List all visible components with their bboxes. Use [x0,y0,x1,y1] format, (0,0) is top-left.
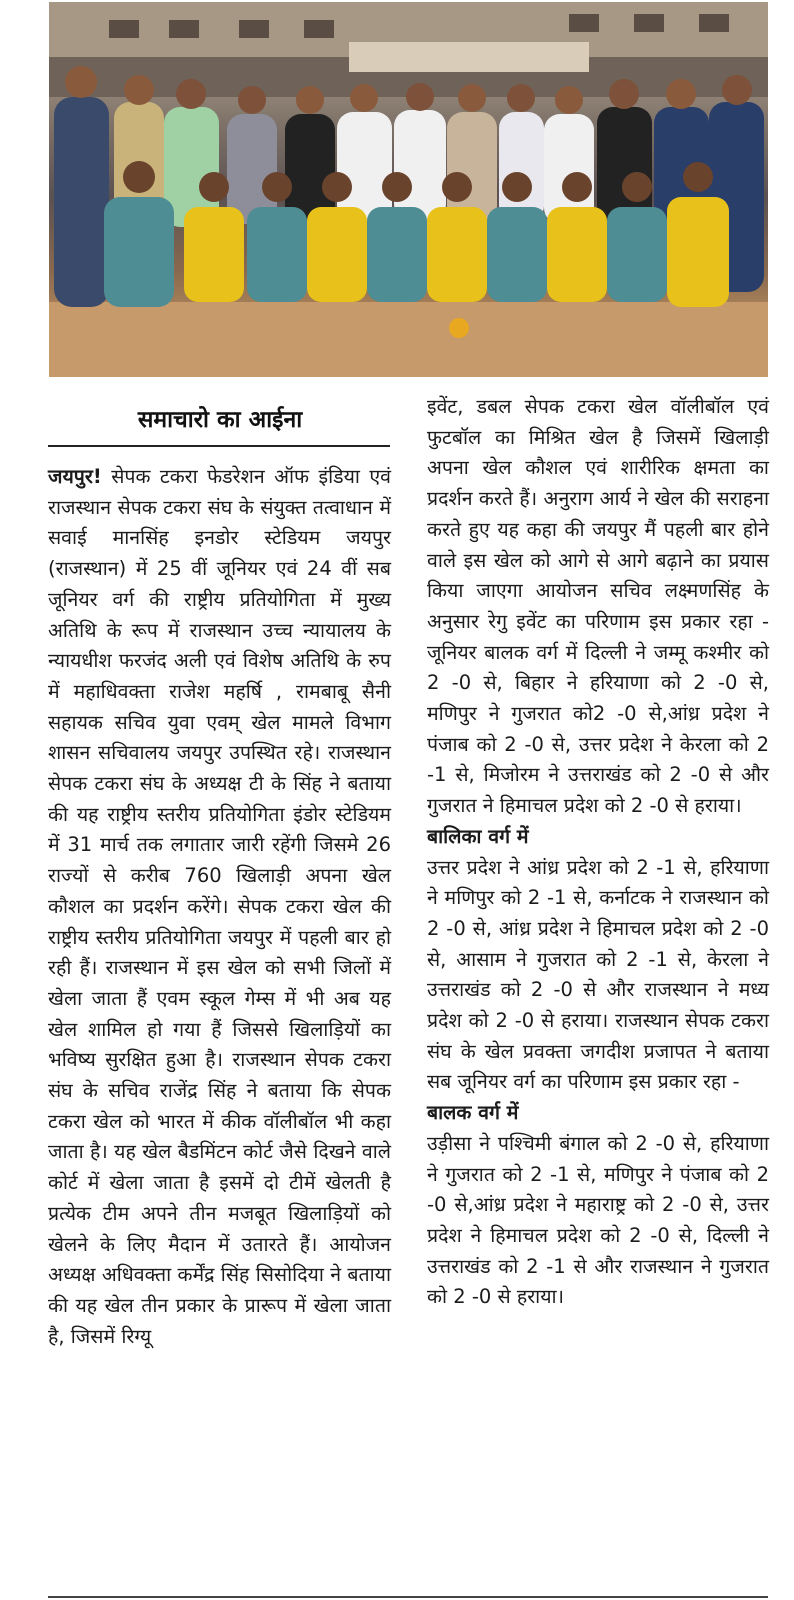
subhead-boys-category: बालक वर्ग में [427,1101,519,1125]
article-body-left: सेपक टकरा फेडरेशन ऑफ इंडिया एवं राजस्थान सेपक टकरा संघ के संयुक्त तत्वाधान में सवाई मानसिंह इनडोर स्टेडियम जयपुर (राजस्थान) में 25 वीं जूनियर एवं 24 वीं सब जूनियर वर्ग की राष्ट्रीय प्रतियोगिता में मुख्य अतिथि के रूप में राजस्थान उच्च न्यायालय के न्यायधीश फरजंद अली एवं विशेष अतिथि के रुप में महाधिवक्ता राजेश महर्षि , रामबाबू सैनी सहायक सचिव युवा एवम् खेल मामले विभाग शासन सचिवालय जयपुर उपस्थित रहे। राजस्थान सेपक टकरा संघ के अध्यक्ष टी के सिंह ने बताया की यह राष्ट्रीय स्तरीय प्रतियोगिता इंडोर स्टेडियम में 31 मार्च तक लगातार जारी रहेंगी जिसमे 26 राज्यों से करीब 760 खिलाड़ी अपना खेल कौशल का प्रदर्शन करेंगे। सेपक टकरा खेल की राष्ट्रीय स्तरीय प्रतियोगिता जयपुर में पहली बार हो रही हैं। राजस्थान में इस खेल को सभी जिलों में खेला जाता हैं एवम स्कूल गेम्स में भी अब यह खेल शामिल हो गया हैं जिससे खिलाड़ियों का भविष्य सुरक्षित हुआ है। राजस्थान सेपक टकरा संघ के सचिव राजेंद्र सिंह ने बताया कि सेपक टकरा खेल को भारत में कीक वॉलीबॉल भी कहा जाता है। यह खेल बैडमिंटन कोर्ट जैसे दिखने वाले कोर्ट में खेला जाता है इसमें दो टीमें खेलती है प्रत्येक टीम अपने तीन मजबूत खिलाड़ियों को खेलने के लिए मैदान में उतारते हैं। आयोजन अध्यक्ष अधिवक्ता कर्मेंद्र सिंह सिसोदिया ने बताया की यह खेल तीन प्रकार के प्रारूप में खेला जाता है, जिसमें रिग्यू [48,465,392,1348]
bottom-divider [48,1596,768,1598]
headline-divider [48,445,390,447]
article-column-right [427,392,769,1313]
article-paragraph-left [48,462,391,1352]
dateline: जयपुर! [48,465,102,488]
team-photo-illustration [49,2,768,377]
subhead-girls-category: बालिका वर्ग में [427,824,529,848]
team-photo [49,2,768,377]
article-body-right-1: इवेंट, डबल सेपक टकरा खेल वॉलीबॉल एवं फुटबॉल का मिश्रित खेल है जिसमें खिलाड़ी अपना खेल कौशल एवं शारीरिक क्षमता का प्रदर्शन करते हैं। अनुराग आर्य ने खेल की सराहना करते हुए यह कहा की जयपुर मैं पहली बार होने वाले इस खेल को आगे से आगे बढ़ाने का प्रयास किया जाएगा आयोजन सचिव लक्ष्मणसिंह के अनुसार रेगु इवेंट का परिणाम इस प्रकार रहा - जूनियर बालक वर्ग में दिल्ली ने जम्मू कश्मीर को 2 -0 से, बिहार ने हरियाणा को 2 -0 से, मणिपुर ने गुजरात को2 -0 से,आंध्र प्रदेश ने पंजाब को 2 -0 से, उत्तर प्रदेश ने केरला को 2 -1 से, मिजोरम ने उत्तराखंड को 2 -0 से और गुजरात ने हिमाचल प्रदेश को 2 -0 से हराया। [427,395,769,818]
article-column-left [48,462,391,1352]
article-headline: समाचारो का आईना [137,407,303,433]
article-body-right-3: उड़ीसा ने पश्चिमी बंगाल को 2 -0 से, हरियाणा ने गुजरात को 2 -1 से, मणिपुर ने पंजाब को 2 -0 से,आंध्र प्रदेश ने महाराष्ट्र को 2 -0 से, उत्तर प्रदेश ने हिमाचल प्रदेश को 2 -0 से, दिल्ली ने उत्तराखंड को 2 -1 से और राजस्थान ने गुजरात को 2 -0 से हराया। [427,1131,769,1309]
article-body-right-2: उत्तर प्रदेश ने आंध्र प्रदेश को 2 -1 से, हरियाणा ने मणिपुर को 2 -1 से, कर्नाटक ने राजस्थान को 2 -0 से, आंध्र प्रदेश ने हिमाचल प्रदेश को 2 -0 से, आसाम ने गुजरात को 2 -1 से, केरला ने उत्तराखंड को 2 -0 से और राजस्थान ने मध्य प्रदेश को 2 -0 से हराया। राजस्थान सेपक टकरा संघ के खेल प्रवक्ता जगदीश प्रजापत ने बताया सब जूनियर वर्ग का परिणाम इस प्रकार रहा - [427,855,769,1094]
